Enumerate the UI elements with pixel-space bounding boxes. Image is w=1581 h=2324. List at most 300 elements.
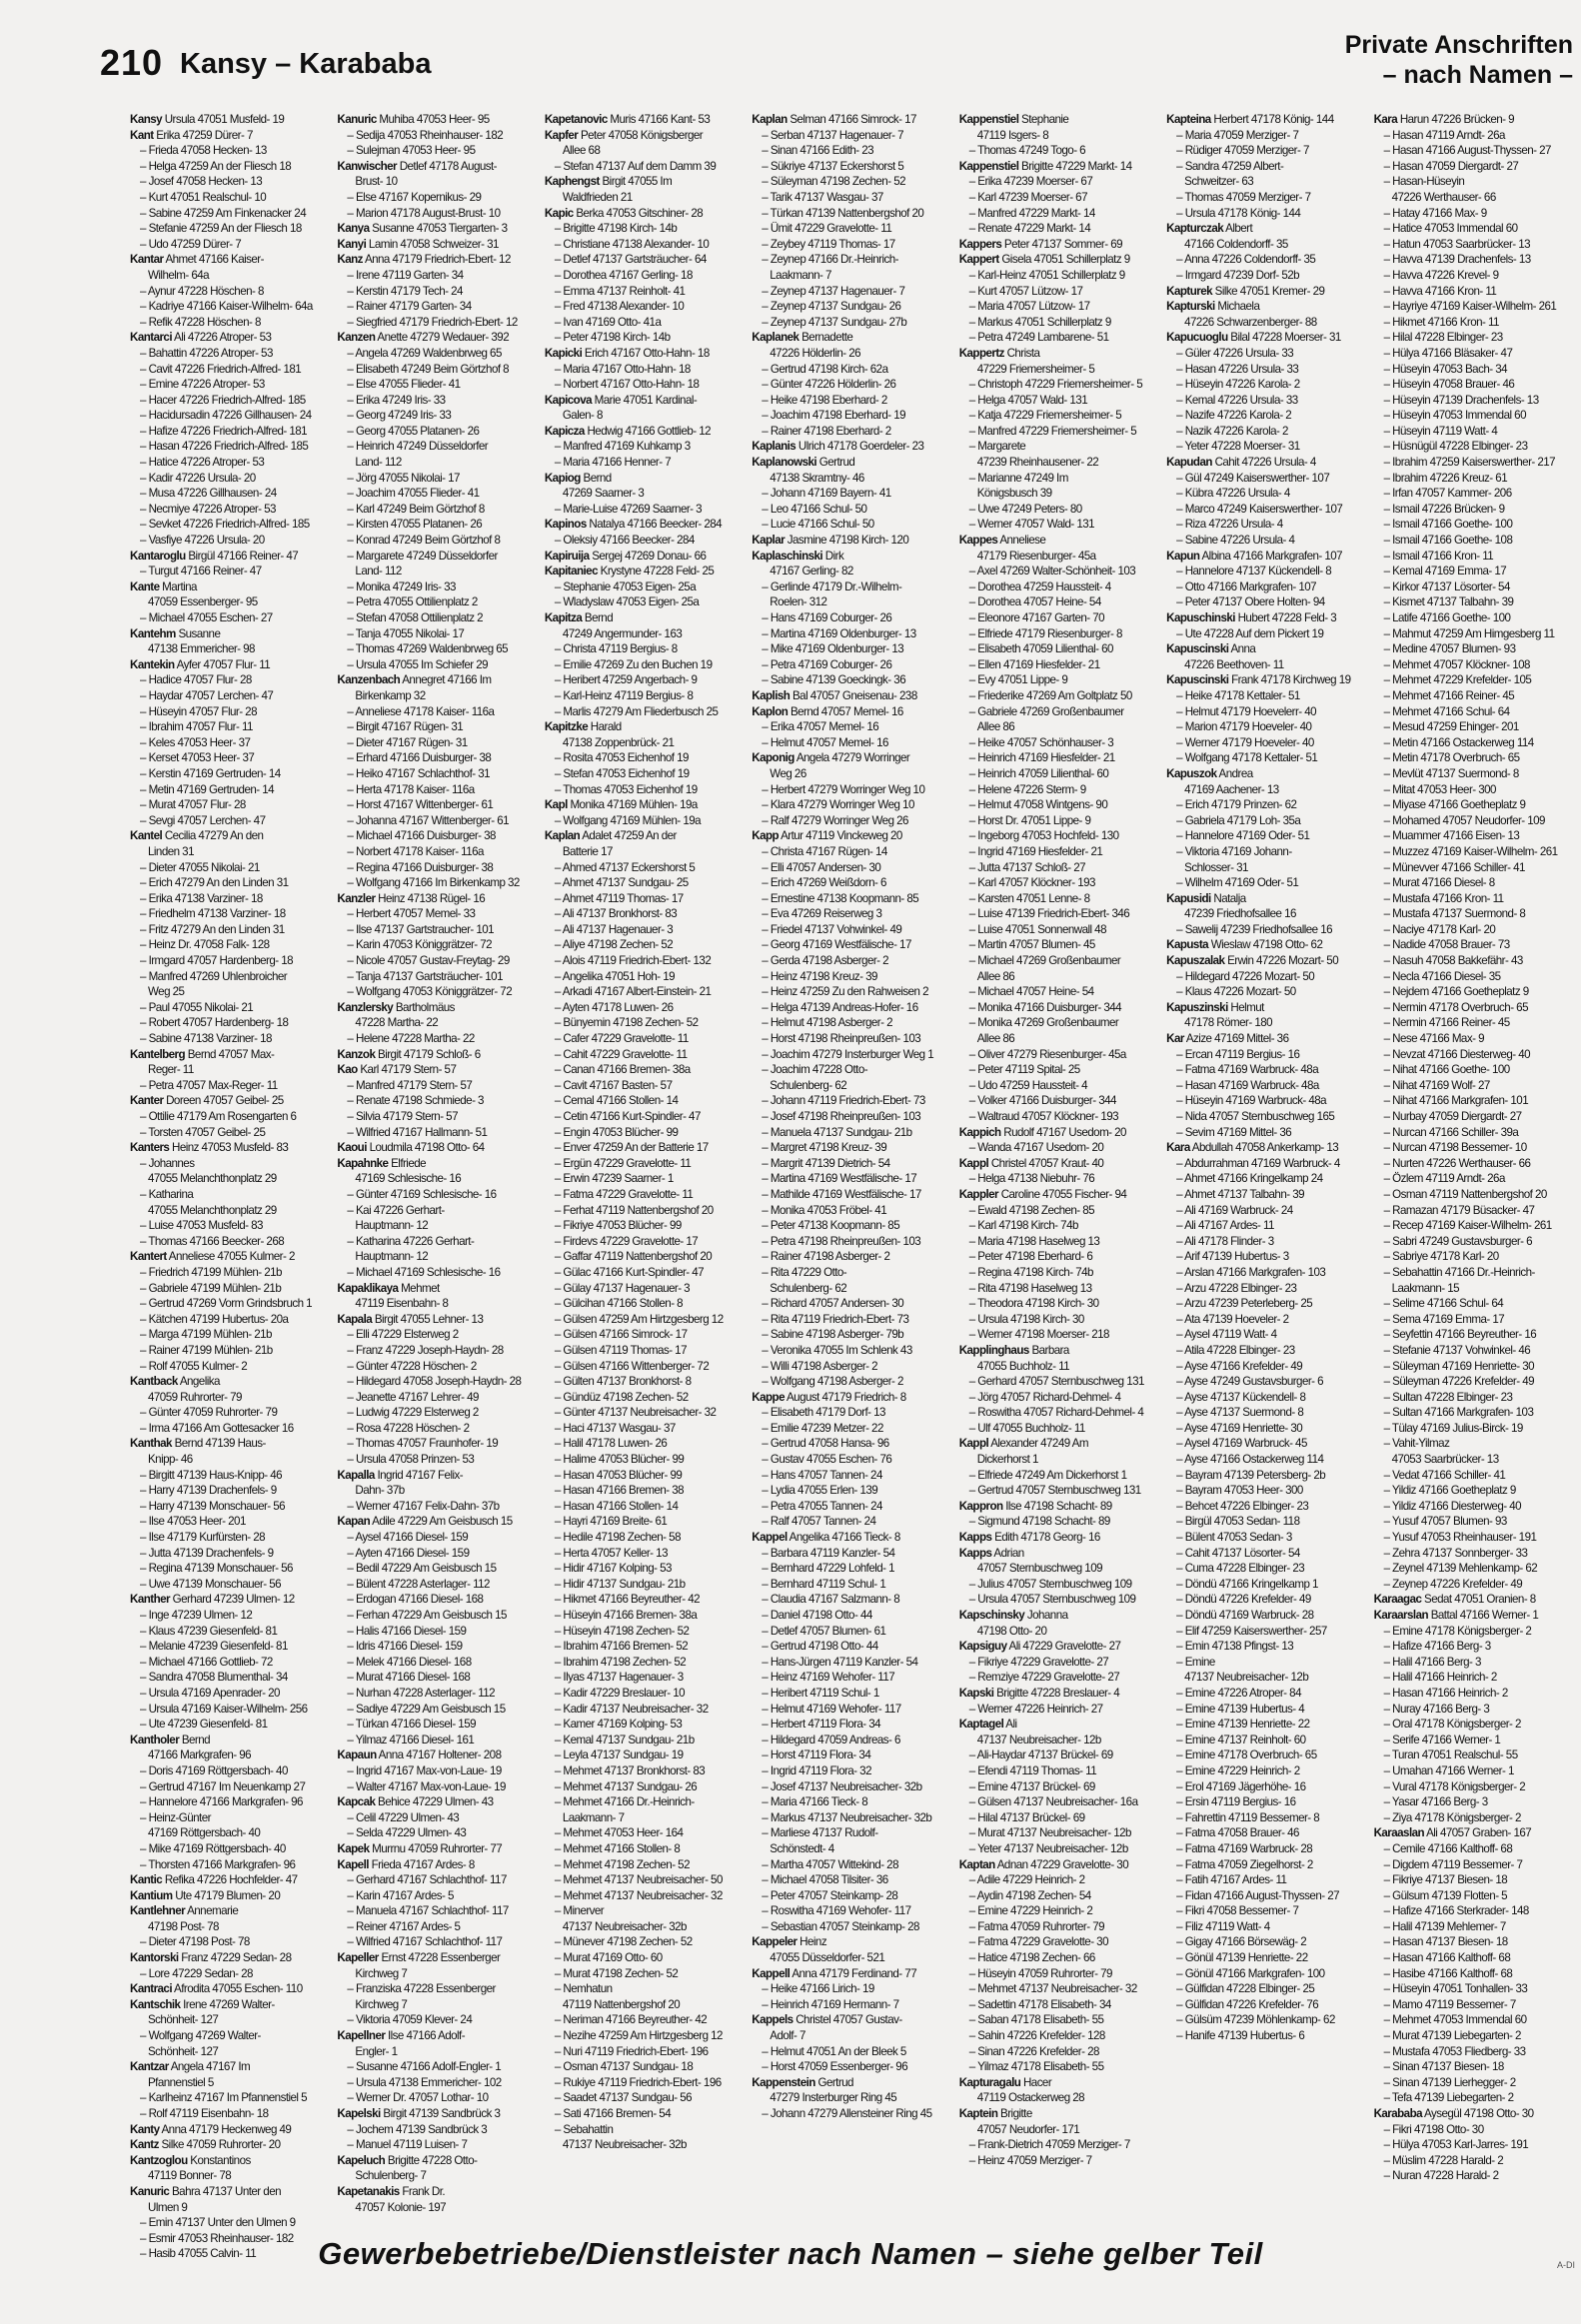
directory-entry	[752, 455, 946, 471]
directory-entry	[337, 594, 532, 610]
entry-details: Land- 112	[355, 456, 402, 470]
entry-details: – Kismet 47137 Talbahn- 39	[1383, 595, 1514, 609]
directory-entry	[1374, 1514, 1569, 1530]
directory-entry	[959, 190, 1154, 206]
directory-entry	[1374, 1825, 1569, 1841]
entry-details: – Fikri 47058 Bessemer- 7	[1176, 1904, 1299, 1918]
directory-entry	[959, 346, 1154, 362]
directory-entry	[130, 1140, 325, 1156]
entry-surname: Kara	[1373, 113, 1398, 126]
section-title-line1: Private Anschriften	[1344, 31, 1573, 59]
entry-details: – Mehmet 47057 Klöckner- 108	[1383, 657, 1530, 671]
entry-details: – Mike 47169 Röttgersbach- 40	[140, 1841, 286, 1855]
entry-details: – Herbert 47279 Worringer Weg 10	[762, 782, 925, 796]
entry-details: – Yildiz 47166 Diesterweg- 40	[1383, 1499, 1521, 1513]
entry-details: – Udo 47259 Haussteit- 4	[968, 1078, 1087, 1092]
entry-details: – Idris 47166 Diesel- 159	[347, 1640, 463, 1654]
directory-entry	[337, 1234, 532, 1250]
entry-details: – Heribert 47119 Schul- 1	[762, 1686, 879, 1700]
directory-entry	[130, 2012, 325, 2028]
directory-entry	[337, 549, 532, 565]
entry-details: – Necmiye 47226 Atroper- 53	[140, 502, 276, 516]
entry-details: – Margret 47198 Kreuz- 39	[762, 1141, 887, 1155]
entry-details: – Heike 47166 Lirich- 19	[762, 1982, 874, 1996]
entry-details: – Latife 47166 Goethe- 100	[1383, 611, 1511, 624]
directory-entry	[337, 1452, 532, 1468]
entry-details: – Gigay 47166 Börsewäg- 2	[1176, 1935, 1307, 1949]
directory-entry	[337, 2059, 532, 2075]
entry-details: – Cavit 47226 Friedrich-Alfred- 181	[140, 362, 302, 376]
directory-entry	[337, 1031, 532, 1047]
directory-entry	[1374, 1997, 1569, 2013]
entry-details: – Riza 47226 Ursula- 4	[1176, 518, 1283, 532]
directory-entry	[130, 2137, 325, 2153]
entry-details: – Sinan 47226 Krefelder- 28	[968, 2044, 1099, 2058]
entry-details: 47138 Skramtny- 46	[770, 471, 864, 485]
directory-entry	[337, 1436, 532, 1452]
entry-details: – Martha 47057 Wittekind- 28	[762, 1857, 898, 1871]
directory-entry	[1166, 377, 1361, 393]
entry-details: – Sinan 47139 Lierhegger- 2	[1383, 2075, 1516, 2089]
directory-entry	[959, 408, 1154, 424]
entry-details: 47057 Sternbuschweg 109	[976, 1562, 1102, 1576]
directory-entry	[1374, 750, 1569, 766]
directory-entry	[545, 1062, 740, 1078]
entry-surname: Kapuscinski	[1166, 642, 1229, 656]
directory-entry	[959, 549, 1154, 565]
directory-entry	[545, 2075, 740, 2091]
entry-details: – Mike 47169 Oldenburger- 13	[762, 642, 904, 656]
entry-details: – Helene 47226 Sterm- 9	[968, 782, 1086, 796]
directory-entry	[130, 1747, 325, 1763]
directory-entry	[337, 393, 532, 409]
directory-entry	[1374, 1249, 1569, 1265]
directory-entry	[545, 517, 740, 533]
directory-entry	[1374, 1608, 1569, 1624]
directory-entry	[337, 2044, 532, 2060]
entry-details: – Arkadi 47167 Albert-Einstein- 21	[554, 985, 712, 999]
entry-details: – Oral 47178 Königsberger- 2	[1383, 1718, 1521, 1732]
directory-entry	[752, 1125, 946, 1141]
directory-entry	[959, 719, 1154, 735]
entry-details: – Mevlüt 47137 Suermond- 8	[1383, 766, 1519, 780]
directory-entry	[545, 315, 740, 331]
directory-entry	[545, 735, 740, 751]
directory-entry	[130, 844, 325, 860]
directory-entry	[752, 2106, 946, 2122]
entry-details: Gisela 47051 Schillerplatz 9	[1001, 253, 1130, 267]
directory-entry	[959, 517, 1154, 533]
directory-entry	[959, 828, 1154, 844]
directory-entry	[752, 891, 946, 907]
directory-entry	[752, 1592, 946, 1608]
directory-entry	[545, 1015, 740, 1031]
directory-entry	[752, 1187, 946, 1203]
directory-entry	[959, 1639, 1154, 1655]
directory-entry	[130, 1218, 325, 1234]
directory-entry	[1166, 206, 1361, 222]
directory-entry	[130, 969, 325, 985]
directory-entry	[130, 1903, 325, 1919]
entry-surname: Kapic	[544, 206, 574, 220]
entry-details: 47169 Röttgersbach- 40	[148, 1826, 261, 1840]
directory-entry	[545, 362, 740, 378]
entry-details: – Vahit-Yilmaz	[1383, 1437, 1450, 1451]
entry-details: – Heike 47057 Schönhauser- 3	[968, 735, 1114, 749]
directory-entry	[1374, 2106, 1569, 2122]
entry-details: – Gabriele 47269 Großenbaumer	[968, 704, 1124, 718]
directory-entry	[545, 1592, 740, 1608]
entry-details: Bal 47057 Gneisenau- 238	[791, 688, 917, 702]
entry-details: – Gerhard 47057 Sternbuschweg 131	[968, 1375, 1144, 1389]
directory-entry	[337, 1499, 532, 1515]
entry-details: – Katharina 47226 Gerhart-	[347, 1234, 475, 1248]
directory-entry	[752, 1872, 946, 1888]
directory-entry	[545, 1436, 740, 1452]
entry-surname: Kantzoglou	[130, 2153, 188, 2167]
entry-details: – Sadiye 47229 Am Geisbusch 15	[347, 1702, 506, 1716]
entry-details: – Thomas 47249 Togo- 6	[968, 144, 1086, 158]
entry-details: – Kemal 47137 Sundgau- 21b	[554, 1733, 695, 1746]
entry-details: – Hasan 47166 Heinrich- 2	[1383, 1686, 1508, 1700]
directory-entry	[545, 1966, 740, 1982]
entry-details: – Regina 47198 Kirch- 74b	[968, 1265, 1093, 1279]
directory-entry	[959, 1872, 1154, 1888]
directory-entry	[545, 221, 740, 237]
entry-details: – Joachim 47279 Insterburger Weg 1	[762, 1047, 934, 1061]
entry-details: – Werner 47057 Wald- 131	[968, 518, 1095, 532]
entry-surname: Kanzok	[337, 1047, 376, 1061]
entry-details: Sedat 47051 Oranien- 8	[1424, 1593, 1536, 1607]
entry-details: – Haydar 47057 Lerchen- 47	[140, 688, 274, 702]
entry-details: Schönstedt- 4	[770, 1841, 834, 1855]
directory-entry	[752, 1452, 946, 1468]
entry-details: – Ersin 47119 Bergius- 16	[1176, 1795, 1296, 1809]
directory-entry	[1374, 408, 1569, 424]
directory-entry	[1166, 969, 1361, 985]
directory-entry	[130, 2059, 325, 2075]
entry-details: – Fatma 47229 Gravelotte- 11	[554, 1187, 694, 1201]
directory-entry	[1374, 128, 1569, 144]
directory-entry	[545, 1934, 740, 1950]
entry-details: – Günter 47059 Ruhrorter- 79	[140, 1406, 278, 1420]
entry-details: – Serban 47137 Hagenauer- 7	[762, 128, 904, 142]
entry-details: – Hasan 47119 Arndt- 26a	[1383, 128, 1505, 142]
entry-details: – Hüseyin 47053 Immendal 60	[1383, 409, 1526, 423]
entry-details: – Hatice 47226 Atroper- 53	[140, 456, 265, 470]
directory-entry	[752, 1218, 946, 1234]
directory-entry	[1166, 1296, 1361, 1312]
entry-details: Silke 47059 Ruhrorter- 20	[161, 2138, 281, 2152]
directory-entry	[130, 1514, 325, 1530]
entry-details: Ali	[1005, 1718, 1017, 1732]
entry-details: – Kadir 47229 Breslauer- 10	[554, 1686, 686, 1700]
entry-details: – Sevket 47226 Friedrich-Alfred- 185	[140, 518, 310, 532]
directory-entry	[752, 252, 946, 268]
directory-entry	[1374, 1779, 1569, 1795]
directory-entry	[337, 891, 532, 907]
entry-details: Pfannenstiel 5	[148, 2075, 214, 2089]
entry-details: – Tanja 47137 Gartsträucher- 101	[347, 969, 503, 983]
directory-entry	[1374, 1841, 1569, 1857]
directory-entry	[130, 206, 325, 222]
entry-details: – Melek 47166 Diesel- 168	[347, 1655, 472, 1669]
entry-details: – Hasan 47053 Blücher- 99	[554, 1468, 683, 1482]
entry-details: – Marie-Luise 47269 Saarner- 3	[554, 502, 703, 516]
entry-surname: Kapps	[958, 1531, 992, 1545]
directory-entry	[752, 1499, 946, 1515]
entry-details: Karl 47179 Stern- 57	[360, 1063, 457, 1077]
directory-entry	[130, 1265, 325, 1281]
directory-entry	[1166, 1919, 1361, 1935]
entry-details: Harald	[590, 720, 622, 734]
entry-details: – Bahattin 47226 Atroper- 53	[140, 346, 273, 360]
directory-entry	[1374, 1125, 1569, 1141]
entry-details: – Cahit 47137 Lösorter- 54	[1176, 1546, 1300, 1560]
directory-entry	[545, 2137, 740, 2153]
entry-details: – Fatma 47229 Gravelotte- 30	[968, 1935, 1108, 1949]
entry-details: – Heike 47178 Kettaler- 51	[1176, 688, 1300, 702]
entry-surname: Kapala	[337, 1312, 373, 1326]
entry-details: Ingrid 47167 Felix-	[377, 1468, 464, 1482]
entry-surname: Kappel	[752, 1531, 788, 1545]
directory-entry	[1166, 1577, 1361, 1593]
entry-details: – Michael 47269 Großenbaumer	[968, 954, 1121, 968]
entry-details: – Elfriede 47249 Am Dickerhorst 1	[968, 1468, 1127, 1482]
directory-entry	[1374, 1218, 1569, 1234]
entry-details: – Nuray 47166 Berg- 3	[1383, 1702, 1490, 1716]
directory-entry	[1374, 1966, 1569, 1982]
directory-entry	[130, 1156, 325, 1172]
directory-entry	[337, 1187, 532, 1203]
directory-entry	[130, 2168, 325, 2184]
entry-details: – Gülsen 47166 Wittenberger- 72	[554, 1359, 710, 1373]
entry-details: – Anneliese 47178 Kaiser- 116a	[347, 704, 495, 718]
directory-entry	[545, 112, 740, 128]
entry-details: – Refik 47228 Höschen- 8	[140, 315, 261, 329]
entry-details: – Fatma 47058 Brauer- 46	[1176, 1826, 1299, 1840]
directory-entry	[130, 1281, 325, 1297]
entry-details: – Gerlinde 47179 Dr.-Wilhelm-	[762, 580, 902, 593]
entry-details: – Siegfried 47179 Friedrich-Ebert- 12	[347, 315, 518, 329]
directory-entry	[752, 1234, 946, 1250]
entry-details: – Sahin 47226 Krefelder- 128	[968, 2029, 1105, 2043]
entry-details: – Hüseyin 47226 Karola- 2	[1176, 378, 1300, 392]
entry-details: – Joachim 47228 Otto-	[762, 1063, 868, 1077]
entry-details: – Gönül 47166 Markgrafen- 100	[1176, 1966, 1325, 1980]
entry-details: – Sevim 47169 Mittel- 36	[1176, 1125, 1292, 1139]
directory-entry	[130, 657, 325, 673]
entry-details: – Muammer 47166 Eisen- 13	[1383, 829, 1520, 843]
directory-entry	[752, 828, 946, 844]
entry-surname: Kaplanowski	[752, 456, 817, 470]
directory-entry	[1374, 1327, 1569, 1343]
directory-entry	[545, 1608, 740, 1624]
entry-details: Cecilia 47279 An den	[164, 829, 264, 843]
entry-details: – Veronika 47055 Im Schlenk 43	[762, 1343, 912, 1357]
directory-entry	[752, 1031, 946, 1047]
entry-details: Linden 31	[148, 844, 194, 858]
entry-details: – Kadriye 47166 Kaiser-Wilhelm- 64a	[140, 300, 313, 314]
directory-entry	[337, 268, 532, 284]
entry-details: – Peter 47138 Koopmann- 85	[762, 1219, 900, 1233]
directory-entry	[1166, 1763, 1361, 1779]
entry-details: – Yusuf 47057 Blumen- 93	[1383, 1515, 1507, 1529]
entry-details: – Werner 47179 Hoeveler- 40	[1176, 735, 1314, 749]
entry-details: – Klara 47279 Worringer Weg 10	[762, 798, 914, 812]
entry-details: – Kemal 47226 Ursula- 33	[1176, 393, 1298, 407]
entry-details: Birgül 47166 Reiner- 47	[188, 549, 299, 563]
directory-entry	[337, 1717, 532, 1733]
directory-entry	[752, 517, 946, 533]
directory-entry	[130, 1763, 325, 1779]
directory-entry	[1166, 1171, 1361, 1187]
directory-entry	[545, 1950, 740, 1966]
entry-details: – Havva 47139 Drachenfels- 13	[1383, 253, 1531, 267]
entry-details: – Petra 47198 Rheinpreußen- 103	[762, 1234, 921, 1248]
entry-details: – Emine 47226 Atroper- 84	[1176, 1686, 1301, 1700]
directory-entry	[752, 1171, 946, 1187]
entry-details: – Hüseyin 47051 Tonhallen- 33	[1383, 1982, 1528, 1996]
entry-details: Jasmine 47198 Kirch- 120	[787, 534, 909, 548]
directory-entry	[130, 719, 325, 735]
entry-details: – Metin 47166 Ostackerweg 114	[1383, 735, 1534, 749]
entry-surname: Karababa	[1373, 2107, 1423, 2120]
directory-entry	[1166, 221, 1361, 237]
entry-details: – Gabriele 47199 Mühlen- 21b	[140, 1281, 282, 1295]
directory-entry	[959, 1530, 1154, 1546]
entry-details: – Aydin 47198 Zechen- 54	[968, 1888, 1091, 1902]
directory-entry	[337, 346, 532, 362]
entry-details: – Nurbay 47059 Diergardt- 27	[1383, 1110, 1522, 1123]
entry-details: – Friedrich 47199 Mühlen- 21b	[140, 1265, 282, 1279]
entry-details: – Erika 47249 Iris- 33	[347, 393, 446, 407]
entry-details: Gertrud	[817, 2075, 853, 2089]
directory-entry	[1166, 128, 1361, 144]
entry-details: – Helmut 47058 Wintgens- 90	[968, 798, 1108, 812]
entry-details: – Irmgard 47057 Hardenberg- 18	[140, 954, 294, 968]
entry-details: – Nezihe 47259 Am Hirtzgesberg 12	[554, 2029, 723, 2043]
directory-entry	[1166, 626, 1361, 642]
directory-column	[959, 112, 1154, 2262]
entry-details: – Theodora 47198 Kirch- 30	[968, 1297, 1099, 1311]
directory-entry	[1374, 1187, 1569, 1203]
directory-entry	[545, 2012, 740, 2028]
directory-entry	[959, 564, 1154, 580]
directory-entry	[1374, 2044, 1569, 2060]
entry-details: Christel 47057 Gustav-	[795, 2013, 902, 2027]
directory-entry	[130, 362, 325, 378]
entry-details: – Hüseyin 47169 Warbruck- 48a	[1176, 1094, 1327, 1108]
entry-surname: Kappes	[958, 534, 998, 548]
entry-details: – Werner 47198 Moerser- 218	[968, 1328, 1109, 1342]
directory-entry	[545, 330, 740, 346]
directory-entry	[1374, 1374, 1569, 1390]
directory-entry	[545, 377, 740, 393]
entry-details: – Ismail 47166 Goethe- 100	[1383, 518, 1513, 532]
entry-details: – Necla 47166 Diesel- 35	[1383, 969, 1501, 983]
entry-details: Reger- 11	[148, 1063, 194, 1077]
entry-surname: Kanya	[337, 222, 370, 236]
directory-entry	[752, 377, 946, 393]
directory-entry	[752, 486, 946, 502]
directory-entry	[1166, 1702, 1361, 1718]
directory-entry	[337, 1359, 532, 1375]
directory-entry	[959, 1390, 1154, 1406]
directory-entry	[545, 875, 740, 891]
entry-details: – Nemhatun	[554, 1982, 613, 1996]
entry-details: – Mustafa 47137 Suermond- 8	[1383, 907, 1526, 921]
entry-surname: Kapusidi	[1166, 891, 1211, 905]
directory-entry	[130, 1405, 325, 1421]
directory-entry	[1374, 268, 1569, 284]
directory-entry	[752, 580, 946, 595]
entry-details: – Georg 47169 Westfälische- 17	[762, 938, 911, 952]
entry-details: – Horst 47198 Rheinpreußen- 103	[762, 1032, 921, 1046]
directory-entry	[545, 828, 740, 844]
entry-details: – Johann 47119 Friedrich-Ebert- 73	[762, 1094, 925, 1108]
directory-entry	[545, 1359, 740, 1375]
entry-surname: Kaptagel	[958, 1718, 1004, 1732]
entry-details: – Mehmet 47198 Zechen- 52	[554, 1857, 690, 1871]
entry-details: – Ursula 47169 Kaiser-Wilhelm- 256	[140, 1702, 308, 1716]
entry-surname: Kapturagalu	[958, 2075, 1021, 2089]
directory-entry	[545, 564, 740, 580]
entry-details: – Türkan 47166 Diesel- 159	[347, 1718, 476, 1732]
entry-details: 47119 Eisenbahn- 8	[355, 1297, 449, 1311]
directory-entry	[130, 1794, 325, 1810]
entry-details: – Metin 47169 Gertruden- 14	[140, 782, 275, 796]
entry-details: – Karl-Heinz 47119 Bergius- 8	[554, 688, 694, 702]
directory-entry	[959, 735, 1154, 751]
directory-entry	[130, 471, 325, 487]
entry-details: Muris 47166 Kant- 53	[610, 113, 711, 126]
directory-entry	[1166, 517, 1361, 533]
directory-entry	[130, 2215, 325, 2231]
entry-details: – Gertrud 47269 Vorm Grindsbruch 1	[140, 1297, 313, 1311]
directory-entry	[1166, 875, 1361, 891]
directory-entry	[1374, 594, 1569, 610]
entry-details: – Hikmet 47166 Beyreuther- 42	[554, 1593, 701, 1607]
directory-entry	[752, 1608, 946, 1624]
directory-entry	[1166, 1218, 1361, 1234]
directory-entry	[1166, 455, 1361, 471]
entry-details: – Detlef 47137 Gartsträucher- 64	[554, 253, 707, 267]
entry-details: Ernst 47228 Essenberger	[381, 1951, 501, 1965]
directory-entry	[337, 174, 532, 190]
directory-entry	[1374, 159, 1569, 175]
directory-entry	[959, 112, 1154, 128]
entry-details: – Ingrid 47169 Hiesfelder- 21	[968, 844, 1103, 858]
directory-entry	[959, 1810, 1154, 1826]
directory-entry	[1166, 1997, 1361, 2013]
section-title-line2: – nach Namen –	[1382, 61, 1573, 89]
directory-entry	[959, 1109, 1154, 1125]
directory-entry	[1374, 1670, 1569, 1686]
entry-details: Königsbusch 39	[976, 487, 1052, 501]
directory-entry	[337, 206, 532, 222]
entry-details: Schlosser- 31	[1184, 860, 1248, 874]
directory-entry	[752, 672, 946, 688]
directory-entry	[1166, 159, 1361, 175]
entry-details: Kirchweg 7	[355, 1997, 408, 2011]
entry-details: 47239 Friedhofsallee 16	[1184, 907, 1296, 921]
entry-details: – Emilie 47239 Metzer- 22	[762, 1421, 883, 1435]
entry-details: 47169 Schlesische- 16	[355, 1172, 462, 1186]
entry-surname: Kapetanovic	[544, 113, 608, 126]
entry-surname: Kapan	[337, 1515, 371, 1529]
entry-details: Ahmet 47166 Kaiser-	[165, 253, 264, 267]
